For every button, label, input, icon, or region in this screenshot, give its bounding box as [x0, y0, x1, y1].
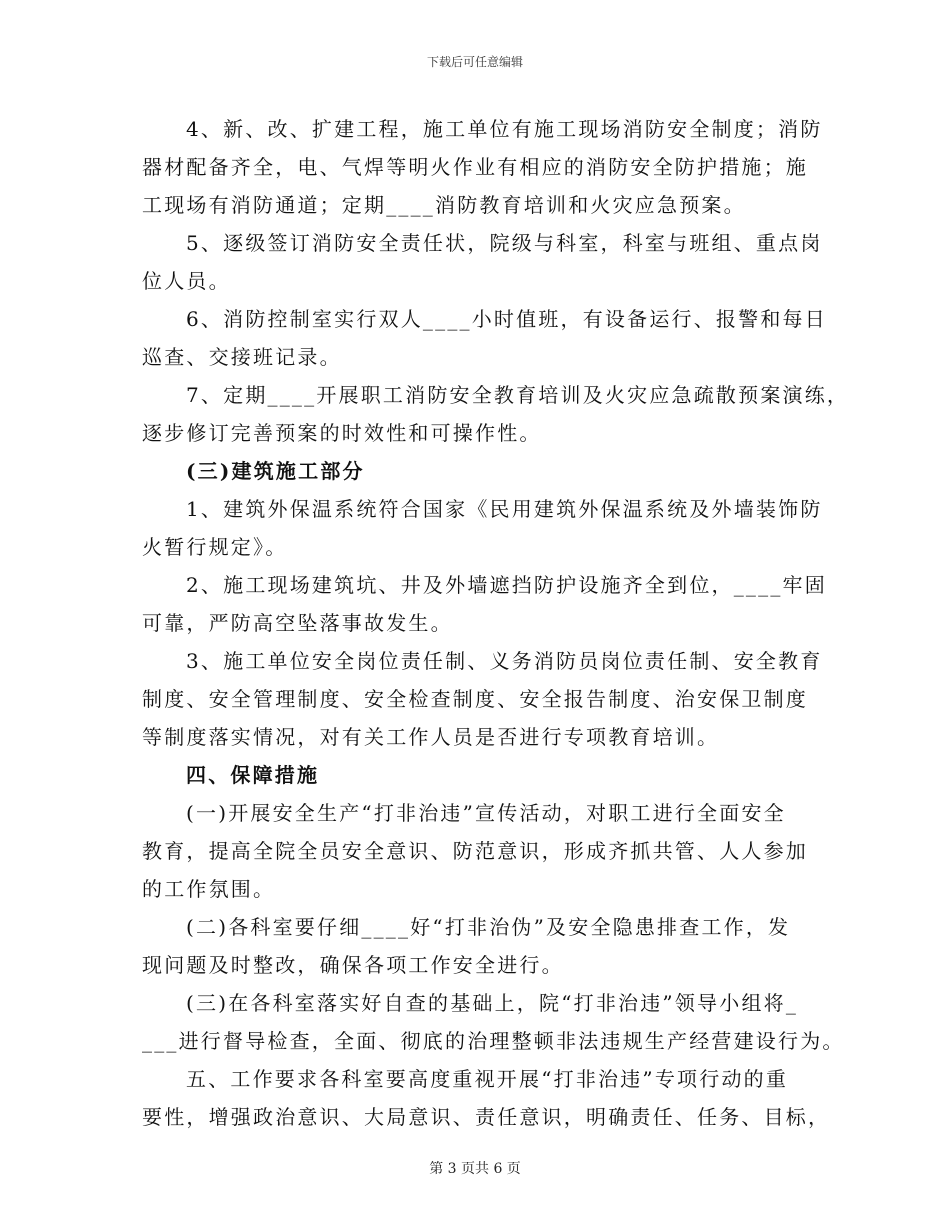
text-line: 4、新、改、扩建工程，施工单位有施工现场消防安全制度；消防	[186, 117, 823, 141]
page-footer: 第 3 页共 6 页	[429, 1161, 521, 1177]
text-line: 位人员。	[142, 269, 231, 293]
section-heading: 四、保障措施	[186, 763, 320, 787]
text-line: 1、建筑外保温系统符合国家《民用建筑外保温系统及外墙装饰防	[186, 497, 823, 521]
page-header: 下载后可任意编辑	[426, 55, 523, 69]
text-line: (三)在各科室落实好自查的基础上，院“打非治违”领导小组将_	[186, 991, 799, 1015]
text-line: (二)各科室要仔细____好“打非治伪”及安全隐患排查工作，发	[186, 915, 791, 939]
text-line: 现问题及时整改，确保各项工作安全进行。	[142, 953, 564, 977]
text-line: 逐步修订完善预案的时效性和可操作性。	[142, 421, 542, 445]
text-line: 要性，增强政治意识、大局意识、责任意识，明确责任、任务、目标，	[142, 1105, 831, 1129]
text-line: 五、工作要求各科室要高度重视开展“打非治违”专项行动的重	[186, 1067, 789, 1091]
section-heading: (三)建筑施工部分	[186, 459, 365, 483]
text-line: 可靠，严防高空坠落事故发生。	[142, 611, 453, 635]
text-line: 的工作氛围。	[142, 877, 276, 901]
text-line: 6、消防控制室实行双人____小时值班，有设备运行、报警和每日	[186, 307, 827, 331]
text-line: 2、施工现场建筑坑、井及外墙遮挡防护设施齐全到位，____牢固	[186, 573, 827, 597]
text-line: 7、定期____开展职工消防安全教育培训及火灾应急疏散预案演练，	[186, 383, 850, 407]
text-line: 等制度落实情况，对有关工作人员是否进行专项教育培训。	[142, 725, 720, 749]
text-line: 火暂行规定》。	[142, 535, 288, 559]
text-line: ___进行督导检查，全面、彻底的治理整顿非法违规生产经营建设行为。	[142, 1029, 845, 1053]
text-line: 5、逐级签订消防安全责任状，院级与科室，科室与班组、重点岗	[186, 231, 823, 255]
text-line: 巡查、交接班记录。	[142, 345, 342, 369]
text-line: (一)开展安全生产“打非治违”宣传活动，对职工进行全面安全	[186, 801, 786, 825]
text-line: 工现场有消防通道；定期____消防教育培训和火灾应急预案。	[142, 193, 746, 217]
text-line: 制度、安全管理制度、安全检查制度、安全报告制度、治安保卫制度	[142, 687, 808, 711]
text-line: 3、施工单位安全岗位责任制、义务消防员岗位责任制、安全教育	[186, 649, 823, 673]
text-line: 教育，提高全院全员安全意识、防范意识，形成齐抓共管、人人参加	[142, 839, 808, 863]
text-line: 器材配备齐全，电、气焊等明火作业有相应的消防安全防护措施；施	[142, 155, 808, 179]
document-body	[142, 110, 850, 1136]
